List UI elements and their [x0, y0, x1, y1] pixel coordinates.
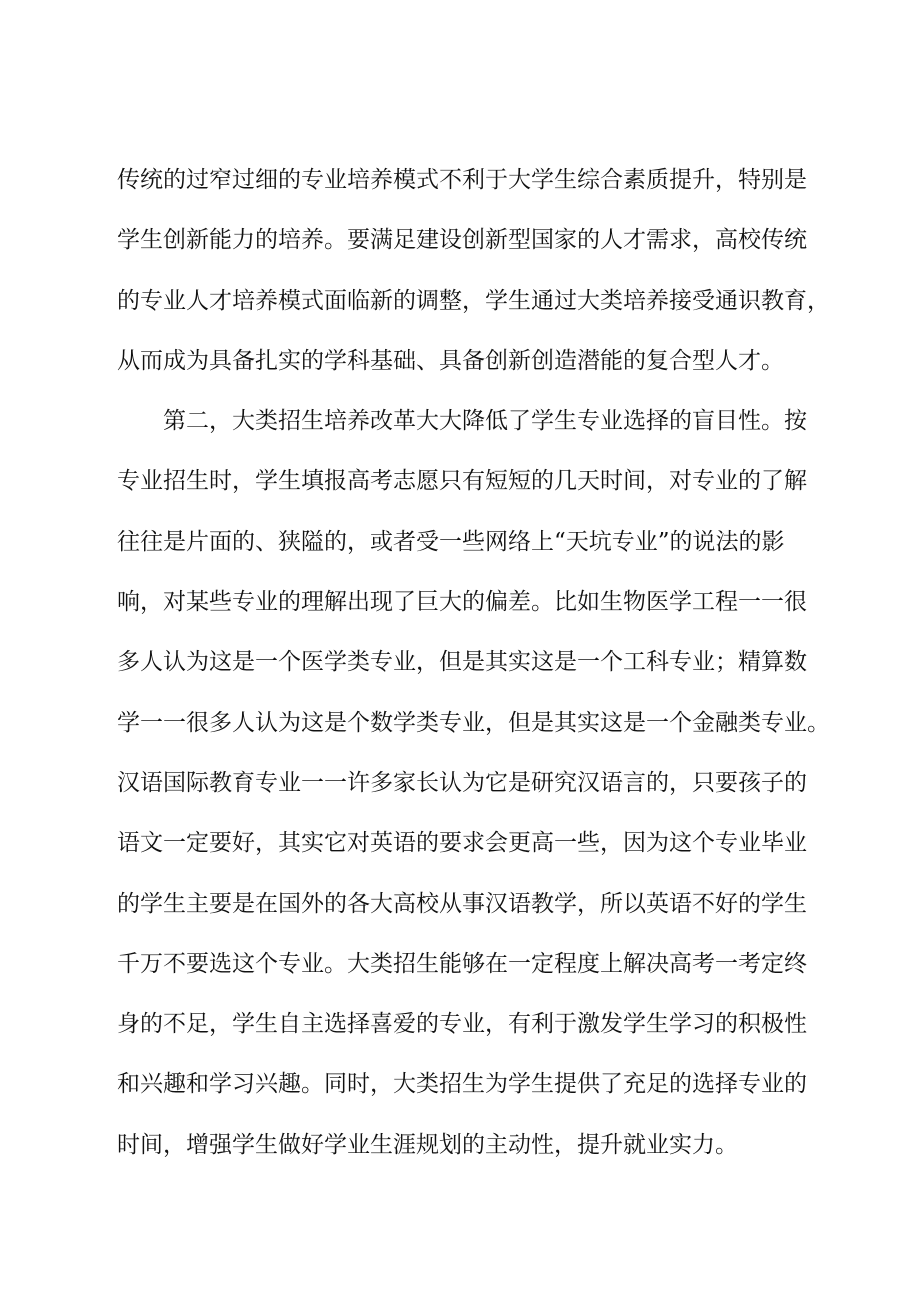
text-line-8: 响，对某些专业的理解出现了巨大的偏差。比如生物医学工程一一很 — [117, 589, 807, 616]
text-line-1: 传统的过窄过细的专业培养模式不利于大学生综合素质提升，特别是 — [117, 167, 807, 193]
text-line-6: 专业招生时，学生填报高考志愿只有短短的几天时间，对专业的了解 — [117, 468, 807, 495]
text-line-14: 千万不要选这个专业。大类招生能够在一定程度上解决高考一考定终 — [117, 950, 807, 977]
text-line-17: 时间，增强学生做好学业生涯规划的主动性，提升就业实力。 — [117, 1131, 738, 1158]
text-line-5: 第二，大类招生培养改革大大降低了学生专业选择的盲目性。按 — [117, 408, 807, 435]
text-line-9: 多人认为这是一个医学类专业，但是其实这是一个工科专业；精算数 — [117, 649, 807, 676]
text-line-12: 语文一定要好，其实它对英语的要求会更高一些，因为这个专业毕业 — [117, 830, 807, 857]
body-text — [117, 150, 837, 1175]
text-line-2: 学生创新能力的培养。要满足建设创新型国家的人才需求，高校传统 — [117, 227, 807, 254]
text-line-7: 往往是片面的、狭隘的，或者受一些网络上“天坑专业”的说法的影 — [117, 528, 785, 555]
text-line-13: 的学生主要是在国外的各大高校从事汉语教学，所以英语不好的学生 — [117, 890, 807, 917]
text-line-10: 学一一很多人认为这是个数学类专业，但是其实这是一个金融类专业。 — [117, 709, 830, 736]
text-line-11: 汉语国际教育专业一一许多家长认为它是研究汉语言的，只要孩子的 — [117, 769, 807, 796]
text-line-15: 身的不足，学生自主选择喜爱的专业，有利于激发学生学习的积极性 — [117, 1011, 807, 1038]
text-line-3: 的专业人才培养模式面临新的调整，学生通过大类培养接受通识教育， — [117, 287, 830, 314]
text-line-16: 和兴趣和学习兴趣。同时，大类招生为学生提供了充足的选择专业的 — [117, 1071, 807, 1098]
text-line-4: 从而成为具备扎实的学科基础、具备创新创造潜能的复合型人才。 — [117, 347, 784, 374]
